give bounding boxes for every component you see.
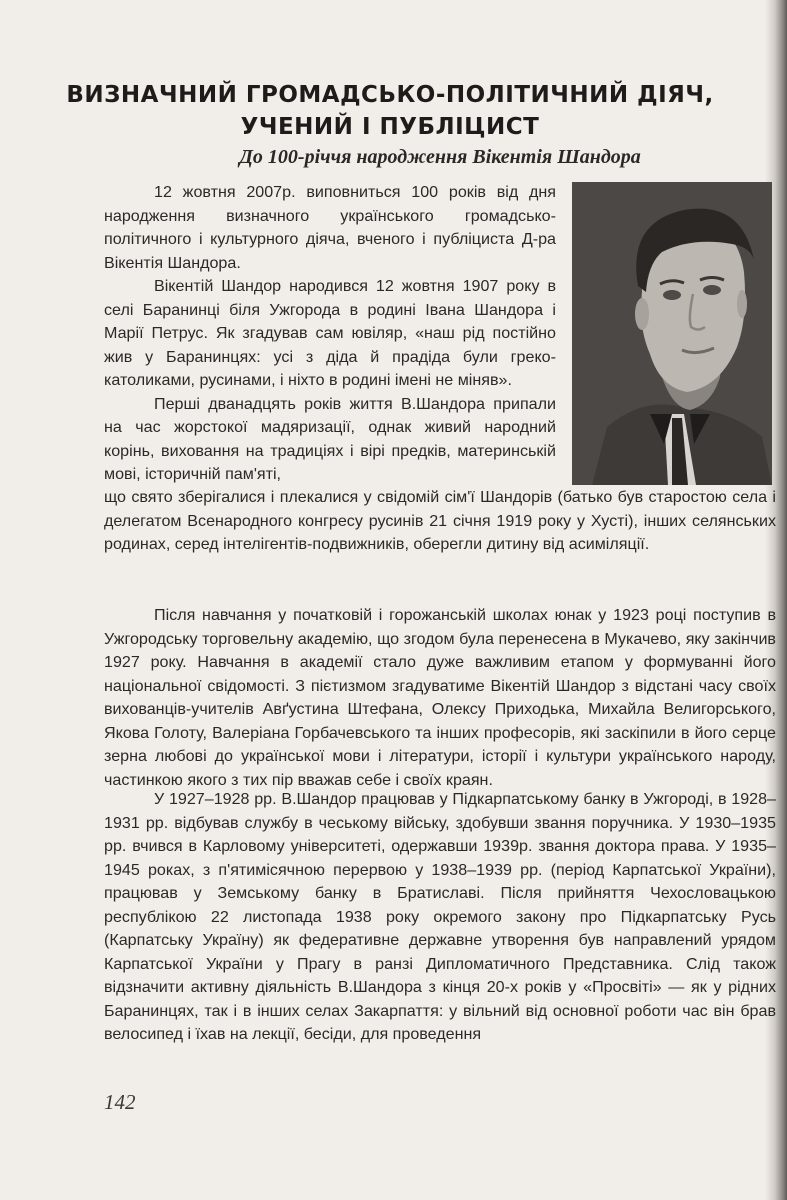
text-paragraph-4-block bbox=[104, 604, 776, 792]
text-paragraph-5-block bbox=[104, 788, 776, 1047]
paragraph-5: У 1927–1928 рр. В.Шандор працював у Підкарпатському банку в Ужгороді, в 1928–1931 рр. відбував службу в чеському війську, здобувши звання поручника. У 1930–1935 рр. вчився в Карловому університеті, одержавши 1939р. звання доктора права. У 1935–1945 роках, з п'ятимісячною перервою у 1938–1939 рр. (період Карпатської України), працював у Земському банку в Братиславі. Після прийняття Чехословацькою республікою 22 листопада 1938 року окремого закону про Підкарпатську Русь (Карпатську Україну) як федеративне державне утворення був направлений урядом Карпатської України у Прагу в ранзі Дипломатичного Представника. Слід також відзначити активну діяльність В.Шандора з кінця 20-х років у «Просвіті» — як у рідних Баранинцях, так і в інших селах Закарпаття: у вільний від основної роботи час він брав велосипед і їхав на лекції, бесіди, для проведення bbox=[104, 790, 776, 1043]
article-subtitle: До 100-річчя народження Вікентія Шандора bbox=[239, 146, 641, 168]
portrait-photo bbox=[572, 182, 772, 485]
text-paragraph-3-continued-block bbox=[104, 486, 776, 557]
paragraph-3-continued: що свято зберігалися і плекалися у свідомій сім'ї Шандорів (батько був старостою села і делегатом Всенародного конгресу русинів 21 січня 1919 року у Хусті), інших селянських родинах, серед інтелігентів-подвижників, оберегли дитину від асиміляції. bbox=[104, 488, 776, 553]
article-title-line-2: УЧЕНИЙ І ПУБЛІЦИСТ bbox=[240, 114, 540, 140]
paragraph-2: Вікентій Шандор народився 12 жовтня 1907 року в селі Баранинці біля Ужгорода в родині Івана Шандора і Марії Петрус. Як згадував сам ювіляр, «наш рід постійно жив у Баранинцях: усі з діда й прадіда були греко-католиками, русинами, і ніхто в родині імені не міняв». bbox=[104, 277, 556, 389]
page-number: 142 bbox=[104, 1090, 136, 1114]
paragraph-3-start: Перші дванадцять років життя В.Шандора припали на час жорстокої мадяризації, однак живий народний корінь, виховання на традиціях і вірі предків, материнській мові, історичній пам'яті, bbox=[104, 394, 556, 483]
paragraph-4: Після навчання у початковій і горожанській школах юнак у 1923 році поступив в Ужгородську торговельну академію, що згодом була перенесена в Мукачево, яку закінчив 1927 року. Навчання в академії стало дуже важливим етапом у формуванні його національної свідомості. З пієтизмом згадуватиме Вікентій Шандор з відстані часу своїх вихованців-учителів Авґустина Штефана, Олексу Приходька, Михайла Велигорського, Якова Голоту, Валеріана Горбачевського та інших професорів, які заскіпили в його серце зерна любові до української мови і літератури, історії і культури українського народу, частинкою якого з тих пір вважав себе і своїх краян. bbox=[104, 606, 776, 789]
paragraph-1: 12 жовтня 2007р. виповниться 100 років від дня народження визначного українського громадсько-політичного і культурного діяча, вченого і публіциста Д-ра Вікентія Шандора. bbox=[104, 183, 556, 272]
article-title-line-1: ВИЗНАЧНИЙ ГРОМАДСЬКО-ПОЛІТИЧНИЙ ДІЯЧ, bbox=[66, 82, 714, 108]
portrait-illustration bbox=[572, 182, 772, 485]
text-column-beside-photo bbox=[104, 181, 556, 487]
